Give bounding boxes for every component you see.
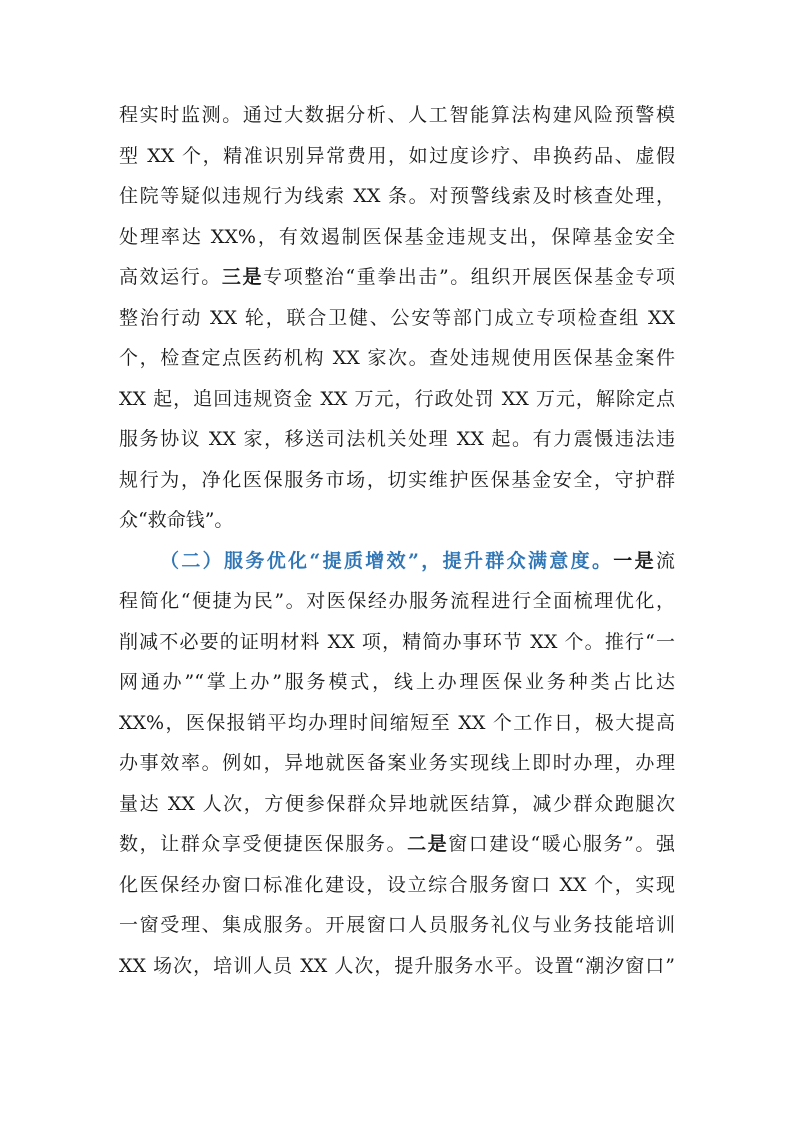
paragraph-line: 办事效率。例如，异地就医备案业务实现线上即时办理，办理	[119, 752, 675, 774]
line-text: 专项整治“重拳出击”。组织开展医保基金专项	[263, 266, 675, 288]
section-heading: （二）服务优化“提质增效”，提升群众满意度。	[160, 549, 614, 572]
paragraph-line: 程简化“便捷为民”。对医保经办服务流程进行全面梳理优化，	[119, 590, 675, 612]
paragraph-line: 规行为，净化医保服务市场，切实维护医保基金安全，守护群	[119, 468, 675, 491]
paragraph-line: 程实时监测。通过大数据分析、人工智能算法构建风险预警模	[119, 104, 675, 126]
paragraph-line: 网通办”“掌上办”服务模式，线上办理医保业务种类占比达	[119, 671, 675, 693]
paragraph-line: 量达 XX 人次，方便参保群众异地就医结算，减少群众跑腿次	[119, 792, 675, 815]
paragraph-line: XX 场次，培训人员 XX 人次，提升服务水平。设置“潮汐窗口”	[119, 954, 675, 977]
line-text: 窗口建设“暖心服务”。强	[448, 833, 675, 855]
paragraph-line: 化医保经办窗口标准化建设，设立综合服务窗口 XX 个，实现	[119, 873, 675, 896]
paragraph-line: 处理率达 XX%，有效遏制医保基金违规支出，保障基金安全	[119, 225, 675, 248]
line-text: 流	[655, 549, 675, 572]
paragraph-line: 住院等疑似违规行为线索 XX 条。对预警线索及时核查处理，	[119, 185, 675, 207]
paragraph-line: XX%，医保报销平均办理时间缩短至 XX 个工作日，极大提高	[119, 711, 675, 734]
paragraph-line: 整治行动 XX 轮，联合卫健、公安等部门成立专项检查组 XX	[119, 306, 675, 329]
line-text: 数，让群众享受便捷医保服务。	[119, 833, 408, 855]
paragraph-line	[119, 257, 675, 298]
bold-label: 三是	[221, 266, 264, 288]
paragraph-line: 型 XX 个，精准识别异常费用，如过度诊疗、串换药品、虚假	[119, 144, 675, 167]
bold-label: 一是	[613, 549, 656, 572]
section-heading-line	[119, 541, 675, 582]
paragraph-line	[119, 824, 675, 865]
bold-label: 二是	[407, 833, 449, 855]
paragraph-line: 服务协议 XX 家，移送司法机关处理 XX 起。有力震慑违法违	[119, 428, 675, 450]
line-text: 高效运行。	[119, 266, 222, 288]
paragraph-line: XX 起，追回违规资金 XX 万元，行政处罚 XX 万元，解除定点	[119, 387, 675, 410]
paragraph-line: 个，检查定点医药机构 XX 家次。查处违规使用医保基金案件	[119, 347, 675, 369]
document-body	[119, 95, 675, 986]
paragraph-line: 众“救命钱”。	[119, 509, 234, 531]
paragraph-line: 削减不必要的证明材料 XX 项，精简办事环节 XX 个。推行“一	[119, 630, 675, 653]
paragraph-line: 一窗受理、集成服务。开展窗口人员服务礼仪与业务技能培训	[119, 914, 675, 936]
